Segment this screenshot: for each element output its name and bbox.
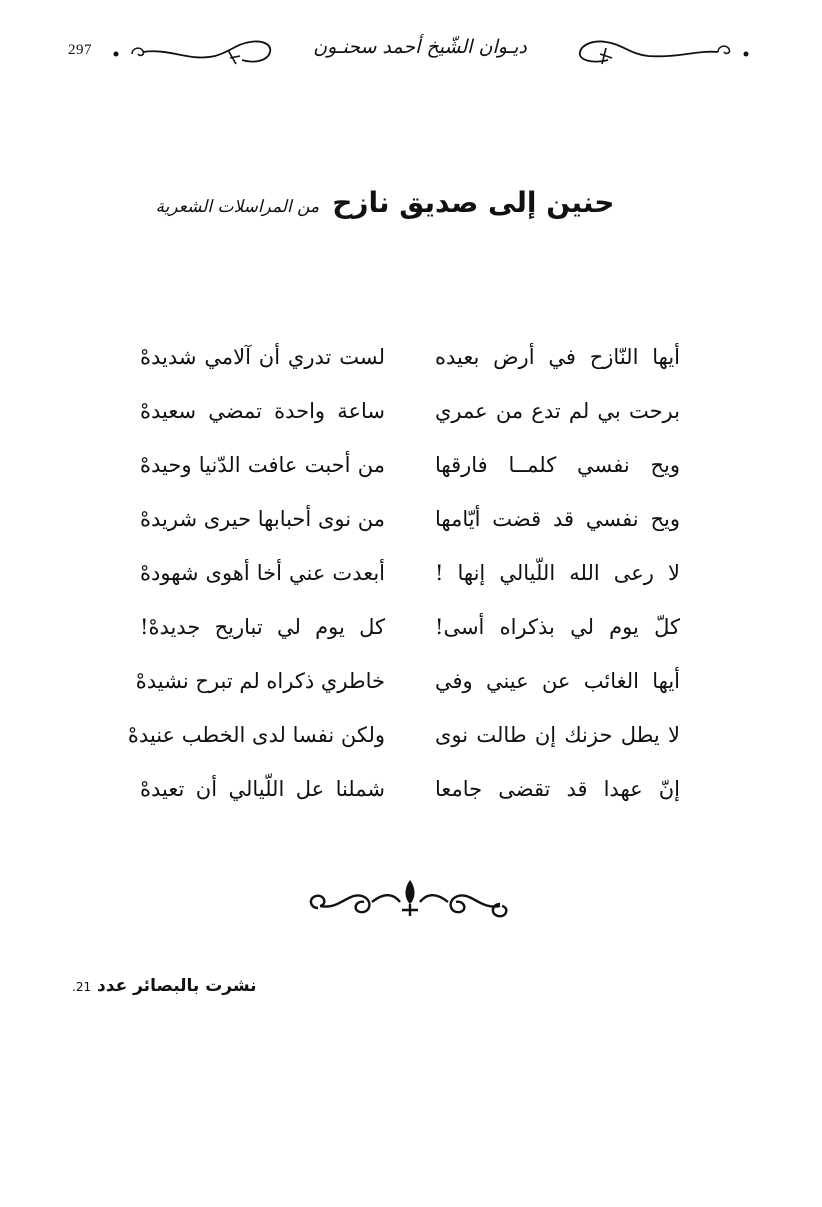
source-note xyxy=(72,976,392,996)
verse-row xyxy=(140,330,680,384)
poem-verses xyxy=(127,330,680,816)
verse-row xyxy=(140,546,680,600)
verse-row xyxy=(140,762,680,816)
verse-second-hemistich: ولكن نفسا لدى الخطب عنيدهْ xyxy=(127,723,385,747)
verse-first-hemistich: إنّ عهدا قد تقضى جامعا xyxy=(435,777,680,801)
verse-first-hemistich: كلّ يوم لي بذكراه أسى! xyxy=(435,615,680,639)
verse-second-hemistich: شملنا عل اللّيالي أن تعيدهْ xyxy=(140,777,385,801)
page-number: 297 xyxy=(68,42,92,58)
verse-first-hemistich: أيها الغائب عن عيني وفي xyxy=(435,669,680,693)
verse-first-hemistich: ويح نفسي كلمــا فارقها xyxy=(435,453,680,477)
header-ornament-right-icon xyxy=(568,30,758,74)
verse-row xyxy=(140,492,680,546)
verse-row xyxy=(127,708,680,762)
verse-first-hemistich: أيها النّازح في أرض بعيده xyxy=(435,345,680,369)
header-ornament-left-icon xyxy=(110,30,280,74)
verse-row xyxy=(140,438,680,492)
divider-ornament-icon xyxy=(300,872,520,932)
verse-second-hemistich: خاطري ذكراه لم تبرح نشيدهْ xyxy=(135,669,385,693)
verse-second-hemistich: ساعة واحدة تمضي سعيدهْ xyxy=(140,399,385,423)
verse-second-hemistich: من أحبت عافت الدّنيا وحيدهْ xyxy=(140,453,385,477)
page-header xyxy=(0,20,822,80)
source-note-text: نشرت بالبصائر عدد xyxy=(97,976,257,996)
verse-second-hemistich: أبعدت عني أخا أهوى شهودهْ xyxy=(140,561,385,585)
verse-first-hemistich: لا يطل حزنك إن طالت نوى xyxy=(435,723,680,747)
verse-row xyxy=(140,600,680,654)
verse-first-hemistich: لا رعى الله اللّيالي إنها ! xyxy=(435,561,680,585)
verse-second-hemistich: من نوى أحبابها حيرى شريدهْ xyxy=(140,507,385,531)
poem-subtitle: من المراسلات الشعرية xyxy=(155,197,320,217)
running-title: ديـوان الشّيخ أحمد سحنـون xyxy=(313,36,527,58)
source-note-number: 21. xyxy=(72,980,92,994)
verse-second-hemistich: كل يوم لي تباريح جديدهْ! xyxy=(140,615,385,639)
verse-row xyxy=(135,654,680,708)
poem-title: حنين إلى صديق نازح xyxy=(332,186,615,219)
verse-first-hemistich: ويح نفسي قد قضت أيّامها xyxy=(435,507,680,531)
verse-second-hemistich: لست تدري أن آلامي شديدهْ xyxy=(140,345,385,369)
verse-row xyxy=(140,384,680,438)
verse-first-hemistich: برحت بي لم تدع من عمري xyxy=(435,399,680,423)
poem-heading xyxy=(150,186,620,219)
